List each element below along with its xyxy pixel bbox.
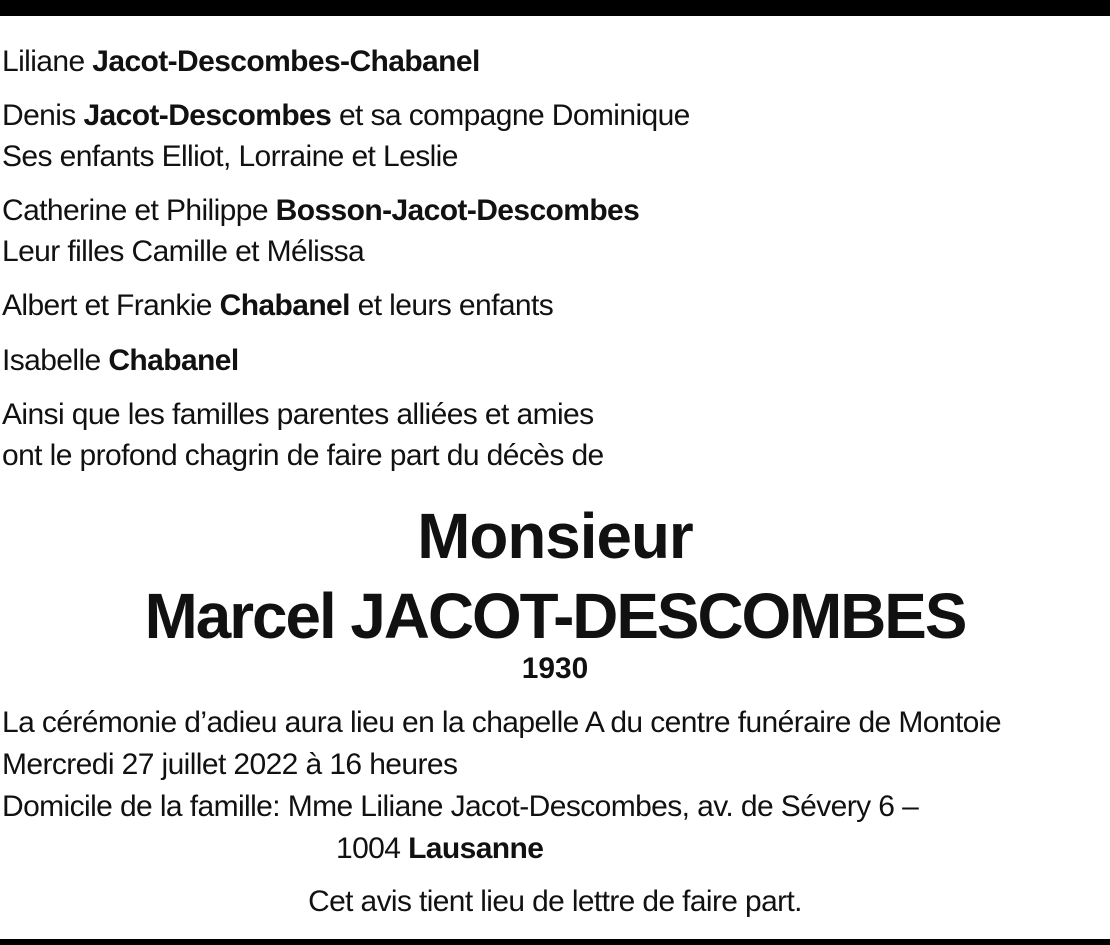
family-line-isabelle: Isabelle Chabanel [2,344,239,377]
family-line-albert: Albert et Frankie Chabanel et leurs enfants [2,289,554,322]
family-line-denis: Denis Jacot-Descombes et sa compagne Dominique [2,99,690,132]
top-border [0,0,1110,16]
closing-note: Cet avis tient lieu de lettre de faire part. [308,885,802,918]
family-line-relatives: Ainsi que les familles parentes alliées et amies [2,398,594,431]
family-address-city: 1004 Lausanne [336,832,544,865]
announcement-line: ont le profond chagrin de faire part du décès de [2,439,604,472]
family-line-catherine: Catherine et Philippe Bosson-Jacot-Descombes [2,194,640,227]
ceremony-location: La cérémonie d’adieu aura lieu en la chapelle A du centre funéraire de Montoie [2,706,1001,739]
ceremony-date: Mercredi 27 juillet 2022 à 16 heures [2,748,458,781]
deceased-name: Marcel JACOT-DESCOMBES [144,580,966,652]
bottom-border [0,939,1110,945]
honorific: Monsieur [417,500,693,572]
family-line-denis-children: Ses enfants Elliot, Lorraine et Leslie [2,140,458,173]
family-line-liliane: Liliane Jacot-Descombes-Chabanel [2,45,480,78]
family-line-catherine-children: Leur filles Camille et Mélissa [2,235,365,268]
family-address: Domicile de la famille: Mme Liliane Jacot-Descombes, av. de Sévery 6 – [2,790,919,823]
birth-year: 1930 [521,652,589,685]
